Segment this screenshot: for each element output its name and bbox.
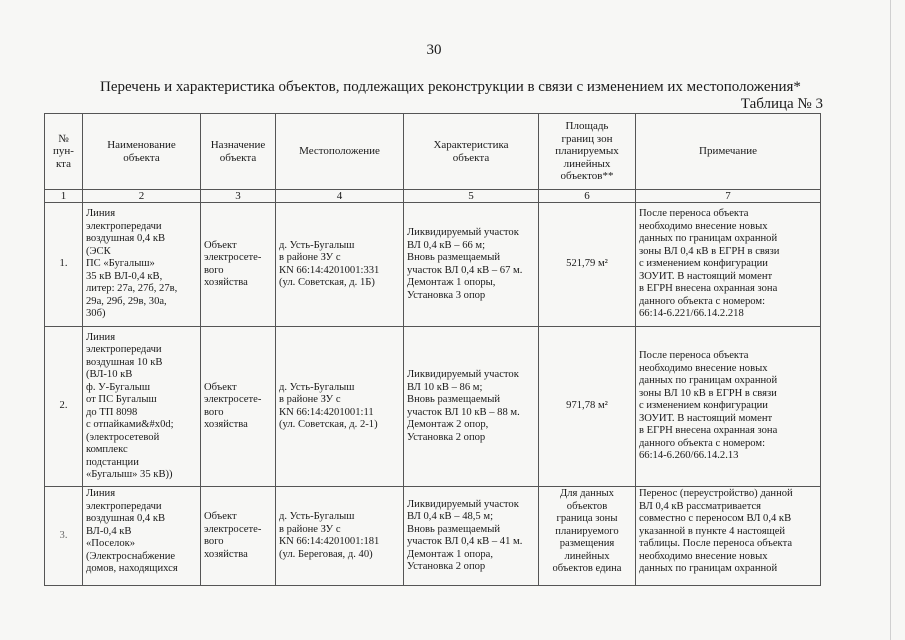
table-label: Таблица № 3	[740, 96, 823, 112]
row-number: 2.	[45, 327, 83, 487]
object-note-cell	[636, 487, 821, 586]
row-number: 1.	[45, 203, 83, 327]
table-row	[45, 487, 821, 586]
objects-table	[44, 113, 821, 586]
zone-area-cell	[539, 487, 636, 586]
column-header-purpose: Назначение объекта	[201, 114, 276, 190]
column-index: 4	[276, 190, 404, 203]
zone-area: Для данных объектов граница зоны планируемого размещения линейных объектов едина	[552, 488, 622, 574]
object-characteristic: Ликвидируемый участок ВЛ 10 кВ – 86 м; Вновь размещаемый участок ВЛ 10 кВ – 88 м. Демонтаж 2 опор, Установка 2 опор	[404, 327, 539, 487]
object-name: Линия электропередачи воздушная 10 кВ (ВЛ-10 кВ ф. У-Бугалыш от ПС Бугалыш до ТП 8098 с отпайками&#x0d; (электросетевой комплекс подстанции «Бугалыш» 35 кВ))	[83, 327, 201, 487]
object-name-cell	[83, 487, 201, 586]
column-header-note: Примечание	[636, 114, 821, 190]
zone-area: 521,79 м²	[539, 203, 636, 327]
object-location: д. Усть-Бугалыш в районе ЗУ с КN 66:14:4201001:331 (ул. Советская, д. 1Б)	[276, 203, 404, 327]
object-characteristic: Ликвидируемый участок ВЛ 0,4 кВ – 48,5 м; Вновь размещаемый участок ВЛ 0,4 кВ – 41 м. Демонтаж 1 опора, Установка 2 опор	[404, 487, 539, 586]
object-location: д. Усть-Бугалыш в районе ЗУ с КN 66:14:4201001:181 (ул. Береговая, д. 40)	[276, 487, 404, 586]
column-header-location: Местоположение	[276, 114, 404, 190]
column-index: 3	[201, 190, 276, 203]
column-index-row	[45, 190, 821, 203]
header-row	[45, 114, 821, 190]
column-index: 5	[404, 190, 539, 203]
object-note: Перенос (переустройство) данной ВЛ 0,4 кВ рассматривается совместно с переносом ВЛ 0,4 кВ указанной в пункте 4 настоящей таблицы. После переноса объекта необходимо внесение новых данных по границам охранной	[639, 488, 793, 574]
object-note: После переноса объекта необходимо внесение новых данных по границам охранной зоны ВЛ 0,4 кВ в ЕГРН в связи с изменением конфигурации ЗОУИТ. В настоящий момент в ЕГРН внесена охранная зона данного объекта с номером: 66:14-6.221/66.14.2.218	[636, 203, 821, 327]
object-name: Линия электропередачи воздушная 0,4 кВ (ЭСК ПС «Бугалыш» 35 кВ ВЛ-0,4 кВ, литер: 27а, 27б, 27в, 29а, 29б, 29в, 30а, 30б)	[83, 203, 201, 327]
object-location: д. Усть-Бугалыш в районе ЗУ с КN 66:14:4201001:11 (ул. Советская, д. 2-1)	[276, 327, 404, 487]
page-number: 30	[426, 42, 442, 58]
object-purpose: Объект электросете- вого хозяйства	[201, 203, 276, 327]
column-index: 6	[539, 190, 636, 203]
column-header-characteristic: Характеристика объекта	[404, 114, 539, 190]
column-index: 7	[636, 190, 821, 203]
table-row	[45, 203, 821, 327]
object-purpose: Объект электросете- вого хозяйства	[201, 327, 276, 487]
zone-area: 971,78 м²	[539, 327, 636, 487]
column-header-name: Наименование объекта	[83, 114, 201, 190]
object-note: После переноса объекта необходимо внесение новых данных по границам охранной зоны ВЛ 10 кВ в ЕГРН в связи с изменением конфигурации ЗОУИТ. В настоящий момент в ЕГРН внесена охранная зона данного объекта с номером: 66:14-6.260/66.14.2.13	[636, 327, 821, 487]
object-characteristic: Ликвидируемый участок ВЛ 0,4 кВ – 66 м; Вновь размещаемый участок ВЛ 0,4 кВ – 67 м. Демонтаж 1 опоры, Установка 3 опор	[404, 203, 539, 327]
page-edge	[890, 0, 891, 640]
object-name: Линия электропередачи воздушная 0,4 кВ ВЛ-0,4 кВ «Поселок» (Электроснабжение домов, находящихся	[86, 488, 178, 574]
column-header-area: Площадь границ зон планируемых линейных объектов**	[539, 114, 636, 190]
object-purpose: Объект электросете- вого хозяйства	[201, 487, 276, 586]
table-row	[45, 327, 821, 487]
column-index: 1	[45, 190, 83, 203]
column-header-number: № пун- кта	[45, 114, 83, 190]
column-index: 2	[83, 190, 201, 203]
document-title: Перечень и характеристика объектов, подлежащих реконструкции в связи с изменением их местоположения*	[100, 79, 801, 95]
row-number: 3.	[45, 487, 83, 586]
